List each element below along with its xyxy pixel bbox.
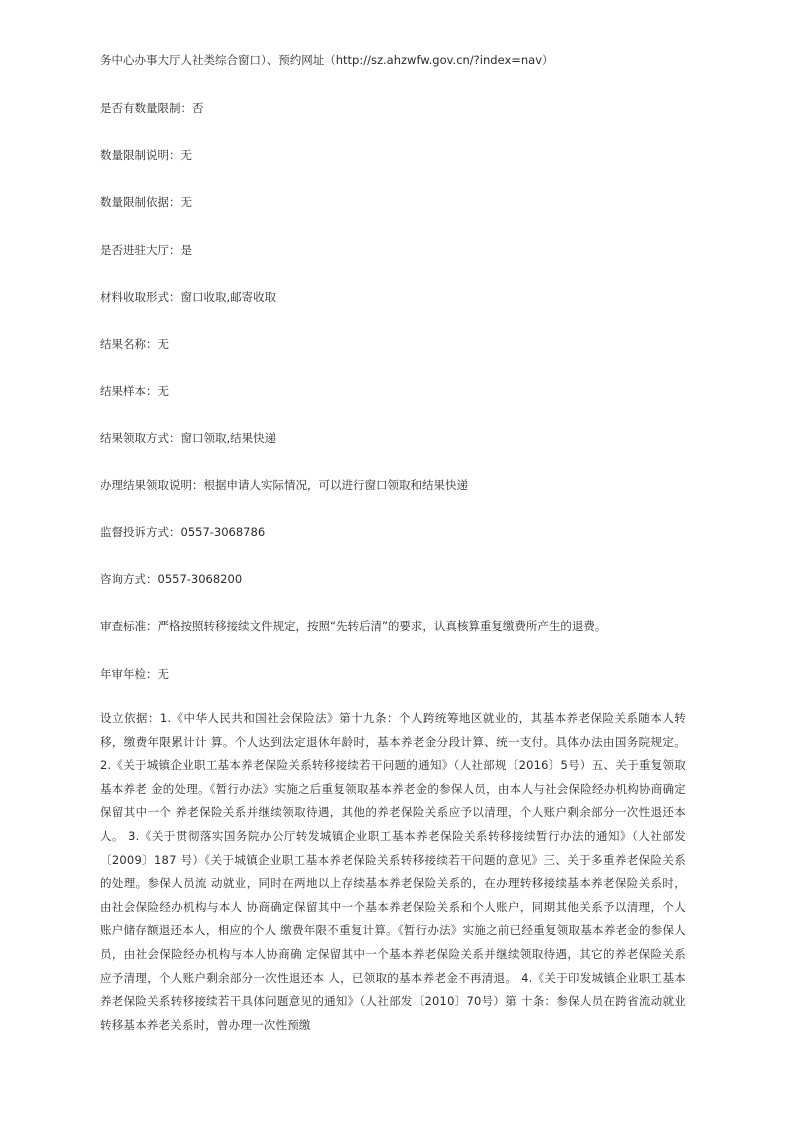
inquiry-phone-field: 咨询方式：0557-3068200 [100, 572, 243, 586]
service-hall-and-booking-url: 务中心办事大厅人社类综合窗口）、预约网址（http://sz.ahzwfw.gov.cn/?index=nav） [100, 53, 554, 67]
result-name-field: 结果名称：无 [100, 337, 169, 351]
review-standard-field: 审查标准：严格按照转移接续文件规定，按照“先转后清”的要求，认真核算重复缴费所产生的退费。 [100, 619, 607, 633]
annual-review-field: 年审年检：无 [100, 667, 169, 681]
result-pickup-note-field: 办理结果领取说明：根据申请人实际情况，可以进行窗口领取和结果快递 [100, 478, 468, 492]
quantity-limit-description-field: 数量限制说明：无 [100, 148, 192, 162]
result-pickup-method-field: 结果领取方式：窗口领取,结果快递 [100, 431, 277, 445]
complaint-phone-field: 监督投诉方式：0557-3068786 [100, 525, 266, 539]
quantity-limit-field: 是否有数量限制：否 [100, 101, 204, 115]
legal-basis-paragraph: 设立依据：1.《中华人民共和国社会保险法》第十九条：个人跨统筹地区就业的，其基本养老保险关系随本人转移，缴费年限累计计 算。个人达到法定退休年龄时，基本养老金分段计算、统一支付。具体办法由国务院规定。 2.《关于城镇企业职工基本养老保险关系转移接续若干问题的通知》（人社部规〔2016〕5号）五、关于重复领取基本养老 金的处理。《暂行办法》实施之后重复领取基本养老金的参保人员，由本人与社会保险经办机构协商确定保留其中一个 养老保险关系并继续领取待遇，其他的养老保险关系应予以清理，个人账户剩余部分一次性退还本人。 3.《关于贯彻落实国务院办公厅转发城镇企业职工基本养老保险关系转移接续暂行办法的通知》（人社部发〔2009〕187 号）《关于城镇企业职工基本养老保险关系转移接续若干问题的意见》三、关于多重养老保险关系的处理。参保人员流 动就业，同时在两地以上存续基本养老保险关系的，在办理转移接续基本养老保险关系时，由社会保险经办机构与本人 协商确定保留其中一个基本养老保险关系和个人账户，同期其他关系予以清理，个人账户储存额退还本人，相应的个人 缴费年限不重复计算。《暂行办法》实施之前已经重复领取基本养老金的参保人员，由社会保险经办机构与本人协商确 定保留其中一个基本养老保险关系并继续领取待遇，其它的养老保险关系应予清理，个人账户剩余部分一次性退还本 人，已领取的基本养老金不再清退。 4.《关于印发城镇企业职工基本养老保险关系转移接续若干具体问题意见的通知》（人社部发〔2010〕70号）第 十条：参保人员在跨省流动就业转移基本养老关系时，曾办理一次性预缴 [100, 711, 686, 1032]
in-hall-field: 是否进驻大厅：是 [100, 243, 192, 257]
result-sample-field: 结果样本：无 [100, 384, 169, 398]
material-collection-field: 材料收取形式：窗口收取,邮寄收取 [100, 290, 277, 304]
quantity-limit-basis-field: 数量限制依据：无 [100, 195, 192, 209]
